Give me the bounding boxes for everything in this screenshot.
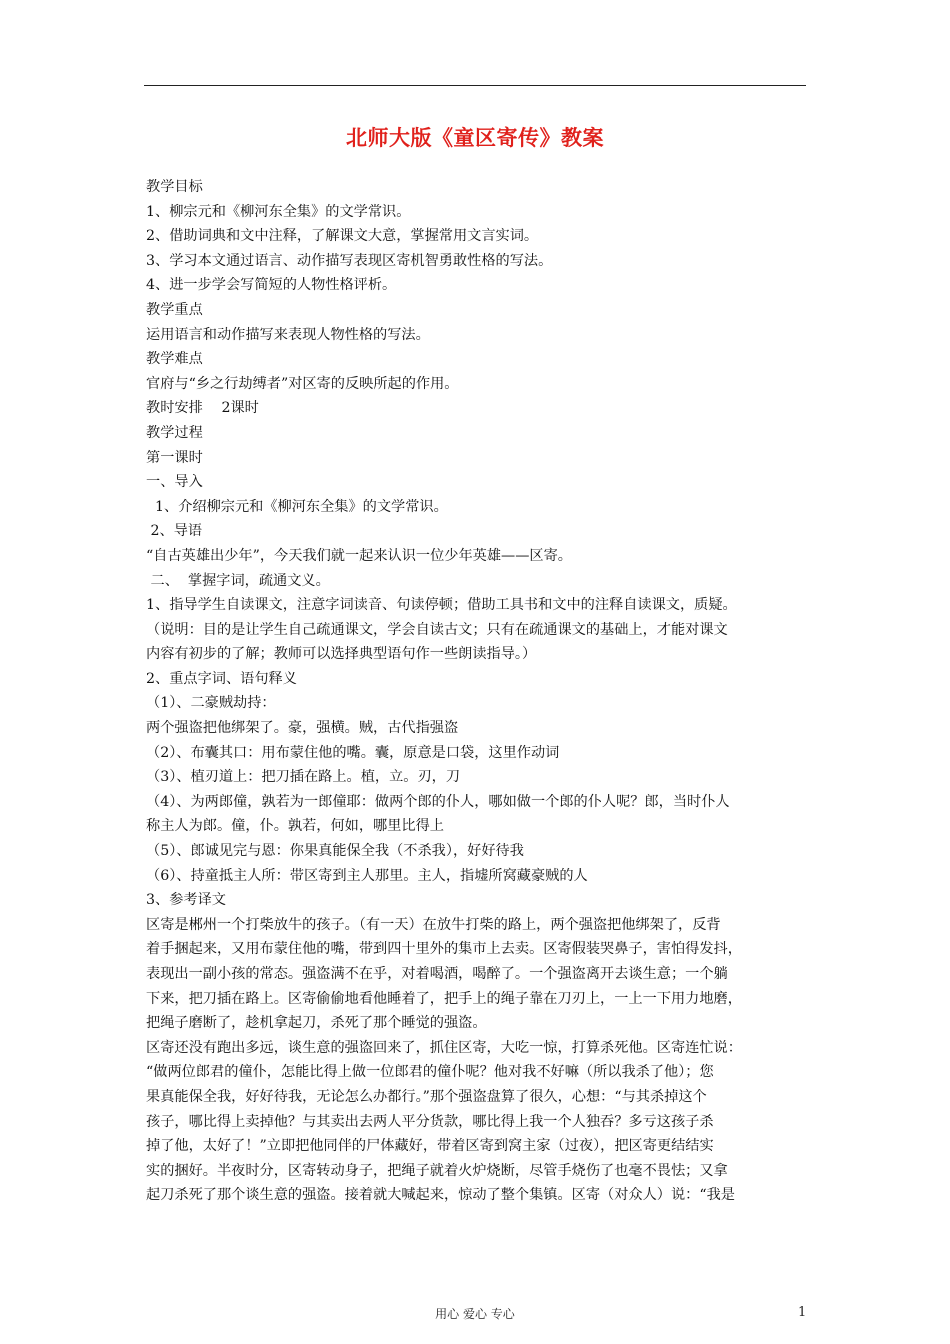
body-line: “自古英雄出少年”，今天我们就一起来认识一位少年英雄——区寄。 [146, 547, 572, 564]
body-line: 第一课时 [146, 449, 203, 466]
body-line: 称主人为郎。僮，仆。孰若，何如，哪里比得上 [146, 818, 444, 835]
body-line: 两个强盗把他绑架了。豪，强横。贼，古代指强盗 [146, 720, 459, 737]
body-line: 二、 掌握字词，疏通文义。 [146, 572, 330, 589]
body-line: 区寄是郴州一个打柴放牛的孩子。（有一天）在放牛打柴的路上，两个强盗把他绑架了，反背 [146, 916, 721, 933]
body-line: 把绳子磨断了，趁机拿起刀，杀死了那个睡觉的强盗。 [146, 1015, 487, 1032]
body-line: （4）、为两郎僮，孰若为一郎僮耶：做两个郎的仆人，哪如做一个郎的仆人呢？郎，当时仆人 [146, 793, 730, 810]
body-line: 一、导入 [146, 474, 203, 491]
header-rule [144, 85, 806, 86]
body-line: 孩子，哪比得上卖掉他？与其卖出去两人平分货款，哪比得上我一个人独吞？多亏这孩子杀 [146, 1113, 714, 1130]
body-line: （说明：目的是让学生自己疏通课文，学会自读古文；只有在疏通课文的基础上，才能对课文 [146, 621, 728, 638]
body-line: 4、进一步学会写简短的人物性格评析。 [146, 277, 397, 294]
body-line: 1、介绍柳宗元和《柳河东全集》的文学常识。 [146, 498, 448, 515]
body-line: 果真能保全我，好好待我，无论怎么办都行。”那个强盗盘算了很久，心想：“与其杀掉这个 [146, 1088, 707, 1105]
body-line: （2）、布囊其口：用布蒙住他的嘴。囊，原意是口袋，这里作动词 [146, 744, 560, 761]
body-line: （1）、二豪贼劫持： [146, 695, 276, 712]
body-line: 运用语言和动作描写来表现人物性格的写法。 [146, 326, 430, 343]
footer-motto: 用心 爱心 专心 [435, 1307, 515, 1321]
body-line: （3）、植刃道上：把刀插在路上。植，立。刃，刀 [146, 769, 461, 786]
body-line: 官府与“乡之行劫缚者”对区寄的反映所起的作用。 [146, 375, 459, 392]
body-line: 教时安排 2课时 [146, 400, 259, 417]
body-line: 2、导语 [146, 523, 203, 540]
body-line: （5）、郎诚见完与恩：你果真能保全我（不杀我），好好待我 [146, 843, 524, 860]
body-line: 3、学习本文通过语言、动作描写表现区寄机智勇敢性格的写法。 [146, 252, 553, 269]
document-body [146, 175, 810, 1208]
body-line: 2、借助词典和文中注释，了解课文大意，掌握常用文言实词。 [146, 228, 539, 245]
body-line: 起刀杀死了那个谈生意的强盗。接着就大喊起来，惊动了整个集镇。区寄（对众人）说：“我是 [146, 1187, 735, 1204]
page-number: 1 [798, 1305, 807, 1320]
body-line: 3、参考译文 [146, 892, 226, 909]
body-line: 下来，把刀插在路上。区寄偷偷地看他睡着了，把手上的绳子靠在刀刃上，一上一下用力地磨， [146, 990, 742, 1007]
body-line: 教学目标 [146, 179, 203, 195]
body-line: 1、柳宗元和《柳河东全集》的文学常识。 [146, 203, 411, 220]
body-line: “做两位郎君的僮仆，怎能比得上做一位郎君的僮仆呢？他对我不好嘛（所以我杀了他）；您 [146, 1064, 714, 1081]
body-line: 掉了他，太好了！”立即把他同伴的尸体藏好，带着区寄到窝主家（过夜），把区寄更结结实 [146, 1138, 714, 1155]
body-line: 2、重点字词、语句释义 [146, 670, 297, 687]
body-line: 表现出一副小孩的常态。强盗满不在乎，对着喝酒，喝醉了。一个强盗离开去谈生意；一个躺 [146, 966, 728, 982]
body-line: 1、指导学生自读课文，注意字词读音、句读停顿；借助工具书和文中的注释自读课文，质疑。 [146, 597, 737, 614]
body-line: 实的捆好。半夜时分，区寄转动身子，把绳子就着火炉烧断，尽管手烧伤了也毫不畏怯；又拿 [146, 1162, 728, 1179]
body-line: 着手捆起来，又用布蒙住他的嘴，带到四十里外的集市上去卖。区寄假装哭鼻子，害怕得发抖， [146, 941, 742, 958]
body-line: 教学过程 [146, 424, 203, 441]
body-line: 教学重点 [146, 301, 203, 318]
document-title: 北师大版《童区寄传》教案 [346, 125, 604, 150]
body-line: 区寄还没有跑出多远，谈生意的强盗回来了，抓住区寄，大吃一惊，打算杀死他。区寄连忙说： [146, 1039, 742, 1056]
body-line: 内容有初步的了解；教师可以选择典型语句作一些朗读指导。） [146, 646, 537, 663]
body-line: 教学难点 [146, 351, 203, 368]
body-line: （6）、持童抵主人所：带区寄到主人那里。主人，指墟所窝藏豪贼的人 [146, 867, 588, 884]
